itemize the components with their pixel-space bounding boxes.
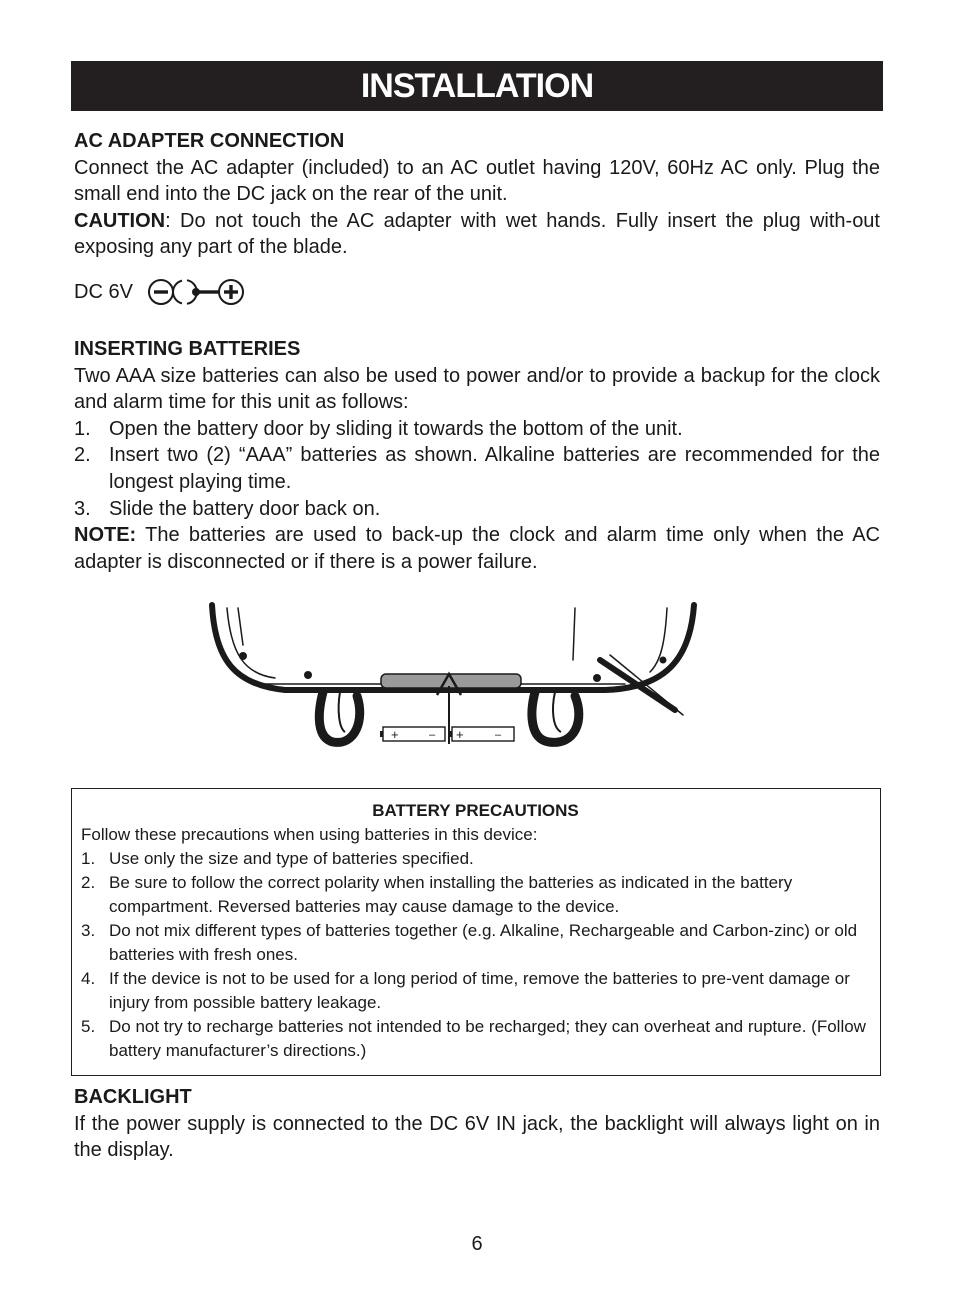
screw-dot — [660, 657, 667, 664]
caution-paragraph — [74, 208, 880, 261]
precaution-number: 2. — [81, 873, 96, 892]
right-clip — [532, 692, 579, 742]
battery-minus-label: – — [429, 729, 436, 741]
battery-plus-label: + — [456, 727, 464, 742]
battery-plus-label: + — [391, 727, 399, 742]
ac-adapter-section — [74, 128, 880, 307]
step-number: 1. — [74, 417, 91, 440]
battery-precautions-box — [71, 788, 881, 1076]
list-item — [81, 847, 870, 871]
precaution-text: Do not mix different types of batteries together (e.g. Alkaline, Rechargeable and Carbon-zinc) or old batteries with fresh ones. — [109, 921, 858, 964]
backlight-heading: BACKLIGHT — [74, 1086, 192, 1108]
screw-dot — [593, 674, 601, 682]
list-item — [81, 967, 870, 1015]
note-text: The batteries are used to back-up the clock and alarm time only when the AC adapter is disconnected or if there is a power failure. — [74, 524, 880, 573]
battery-precautions-intro: Follow these precautions when using batteries in this device: — [81, 825, 538, 844]
page-number: 6 — [471, 1233, 483, 1255]
step-number: 3. — [74, 497, 91, 520]
inserting-batteries-heading: INSERTING BATTERIES — [74, 338, 301, 360]
list-item — [74, 496, 880, 523]
precaution-text: If the device is not to be used for a long period of time, remove the batteries to pre-vent damage or injury from possible battery leakage. — [109, 969, 850, 1012]
precaution-number: 5. — [81, 1017, 96, 1036]
battery-compartment-illustration — [205, 600, 705, 755]
dc-rating-label: DC 6V — [74, 280, 133, 303]
precaution-text: Use only the size and type of batteries specified. — [109, 849, 474, 868]
precaution-number: 3. — [81, 921, 96, 940]
list-item — [74, 442, 880, 495]
battery-precautions-title: BATTERY PRECAUTIONS — [372, 801, 579, 820]
screw-dot — [239, 652, 247, 660]
note-paragraph — [74, 522, 880, 575]
precaution-text: Be sure to follow the correct polarity when installing the batteries as indicated in the battery compartment. Reversed batteries may cause damage to the device. — [109, 873, 793, 916]
backlight-section — [74, 1084, 880, 1164]
batteries-intro: Two AAA size batteries can also be used to power and/or to provide a backup for the clock and alarm time for this unit as follows: — [74, 364, 880, 414]
battery-steps-list — [74, 416, 880, 522]
aaa-battery-right — [449, 727, 514, 742]
dc-rating-row — [74, 277, 880, 307]
center-positive-polarity-icon — [147, 278, 245, 306]
ac-adapter-paragraph: Connect the AC adapter (included) to an AC outlet having 120V, 60Hz AC only. Plug the small end into the DC jack on the rear of the unit. — [74, 156, 880, 206]
list-item — [81, 1015, 870, 1063]
list-item — [81, 871, 870, 919]
step-text: Insert two (2) “AAA” batteries as shown. Alkaline batteries are recommended for the longest playing time. — [109, 444, 880, 493]
page-title: INSTALLATION — [71, 61, 883, 111]
aaa-battery-left — [380, 727, 445, 742]
ac-adapter-heading: AC ADAPTER CONNECTION — [74, 130, 345, 152]
screw-dot — [304, 671, 312, 679]
step-number: 2. — [74, 444, 91, 467]
step-text: Slide the battery door back on. — [109, 497, 381, 520]
precaution-number: 4. — [81, 969, 96, 988]
inserting-batteries-section — [74, 336, 880, 575]
precaution-text: Do not try to recharge batteries not intended to be recharged; they can overheat and rupture. (Follow battery manufacturer’s directions.) — [109, 1017, 866, 1060]
backlight-paragraph: If the power supply is connected to the DC 6V IN jack, the backlight will always light on in the display. — [74, 1112, 880, 1162]
battery-minus-label: – — [495, 729, 502, 741]
caution-text: : Do not touch the AC adapter with wet hands. Fully insert the plug with-out exposing any part of the blade. — [74, 209, 880, 259]
precaution-number: 1. — [81, 849, 96, 868]
caution-label: CAUTION — [74, 209, 166, 232]
list-item — [74, 416, 880, 443]
note-label: NOTE: — [74, 524, 137, 547]
list-item — [81, 919, 870, 967]
battery-precautions-list — [81, 847, 870, 1063]
step-text: Open the battery door by sliding it towards the bottom of the unit. — [109, 417, 683, 440]
